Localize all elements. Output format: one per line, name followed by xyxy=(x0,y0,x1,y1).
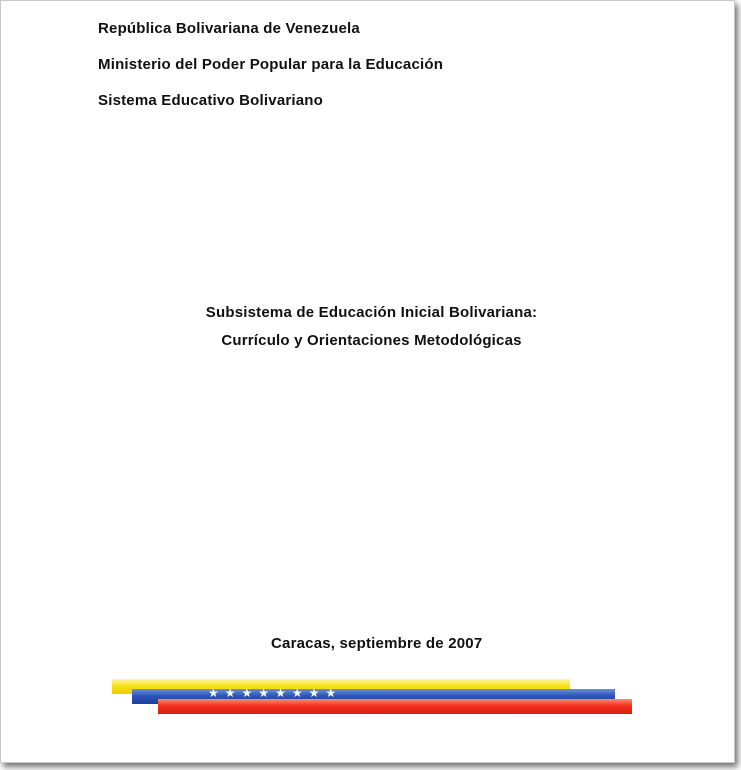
header-country: República Bolivariana de Venezuela xyxy=(98,20,360,37)
star-icon: ★ xyxy=(224,686,242,700)
star-icon: ★ xyxy=(291,686,309,700)
star-icon: ★ xyxy=(241,686,259,700)
document-subtitle: Currículo y Orientaciones Metodológicas xyxy=(221,332,522,349)
star-icon: ★ xyxy=(275,686,292,700)
star-icon: ★ xyxy=(325,686,343,700)
flag-band-red xyxy=(158,699,632,714)
place-date: Caracas, septiembre de 2007 xyxy=(271,635,483,652)
star-icon: ★ xyxy=(258,686,276,700)
document-title: Subsistema de Educación Inicial Bolivariana: xyxy=(205,304,538,321)
header-system: Sistema Educativo Bolivariano xyxy=(98,92,324,109)
star-icon: ★ xyxy=(208,686,225,700)
header-ministry: Ministerio del Poder Popular para la Educación xyxy=(98,56,444,73)
flag-stars xyxy=(208,686,342,700)
star-icon: ★ xyxy=(308,686,326,700)
